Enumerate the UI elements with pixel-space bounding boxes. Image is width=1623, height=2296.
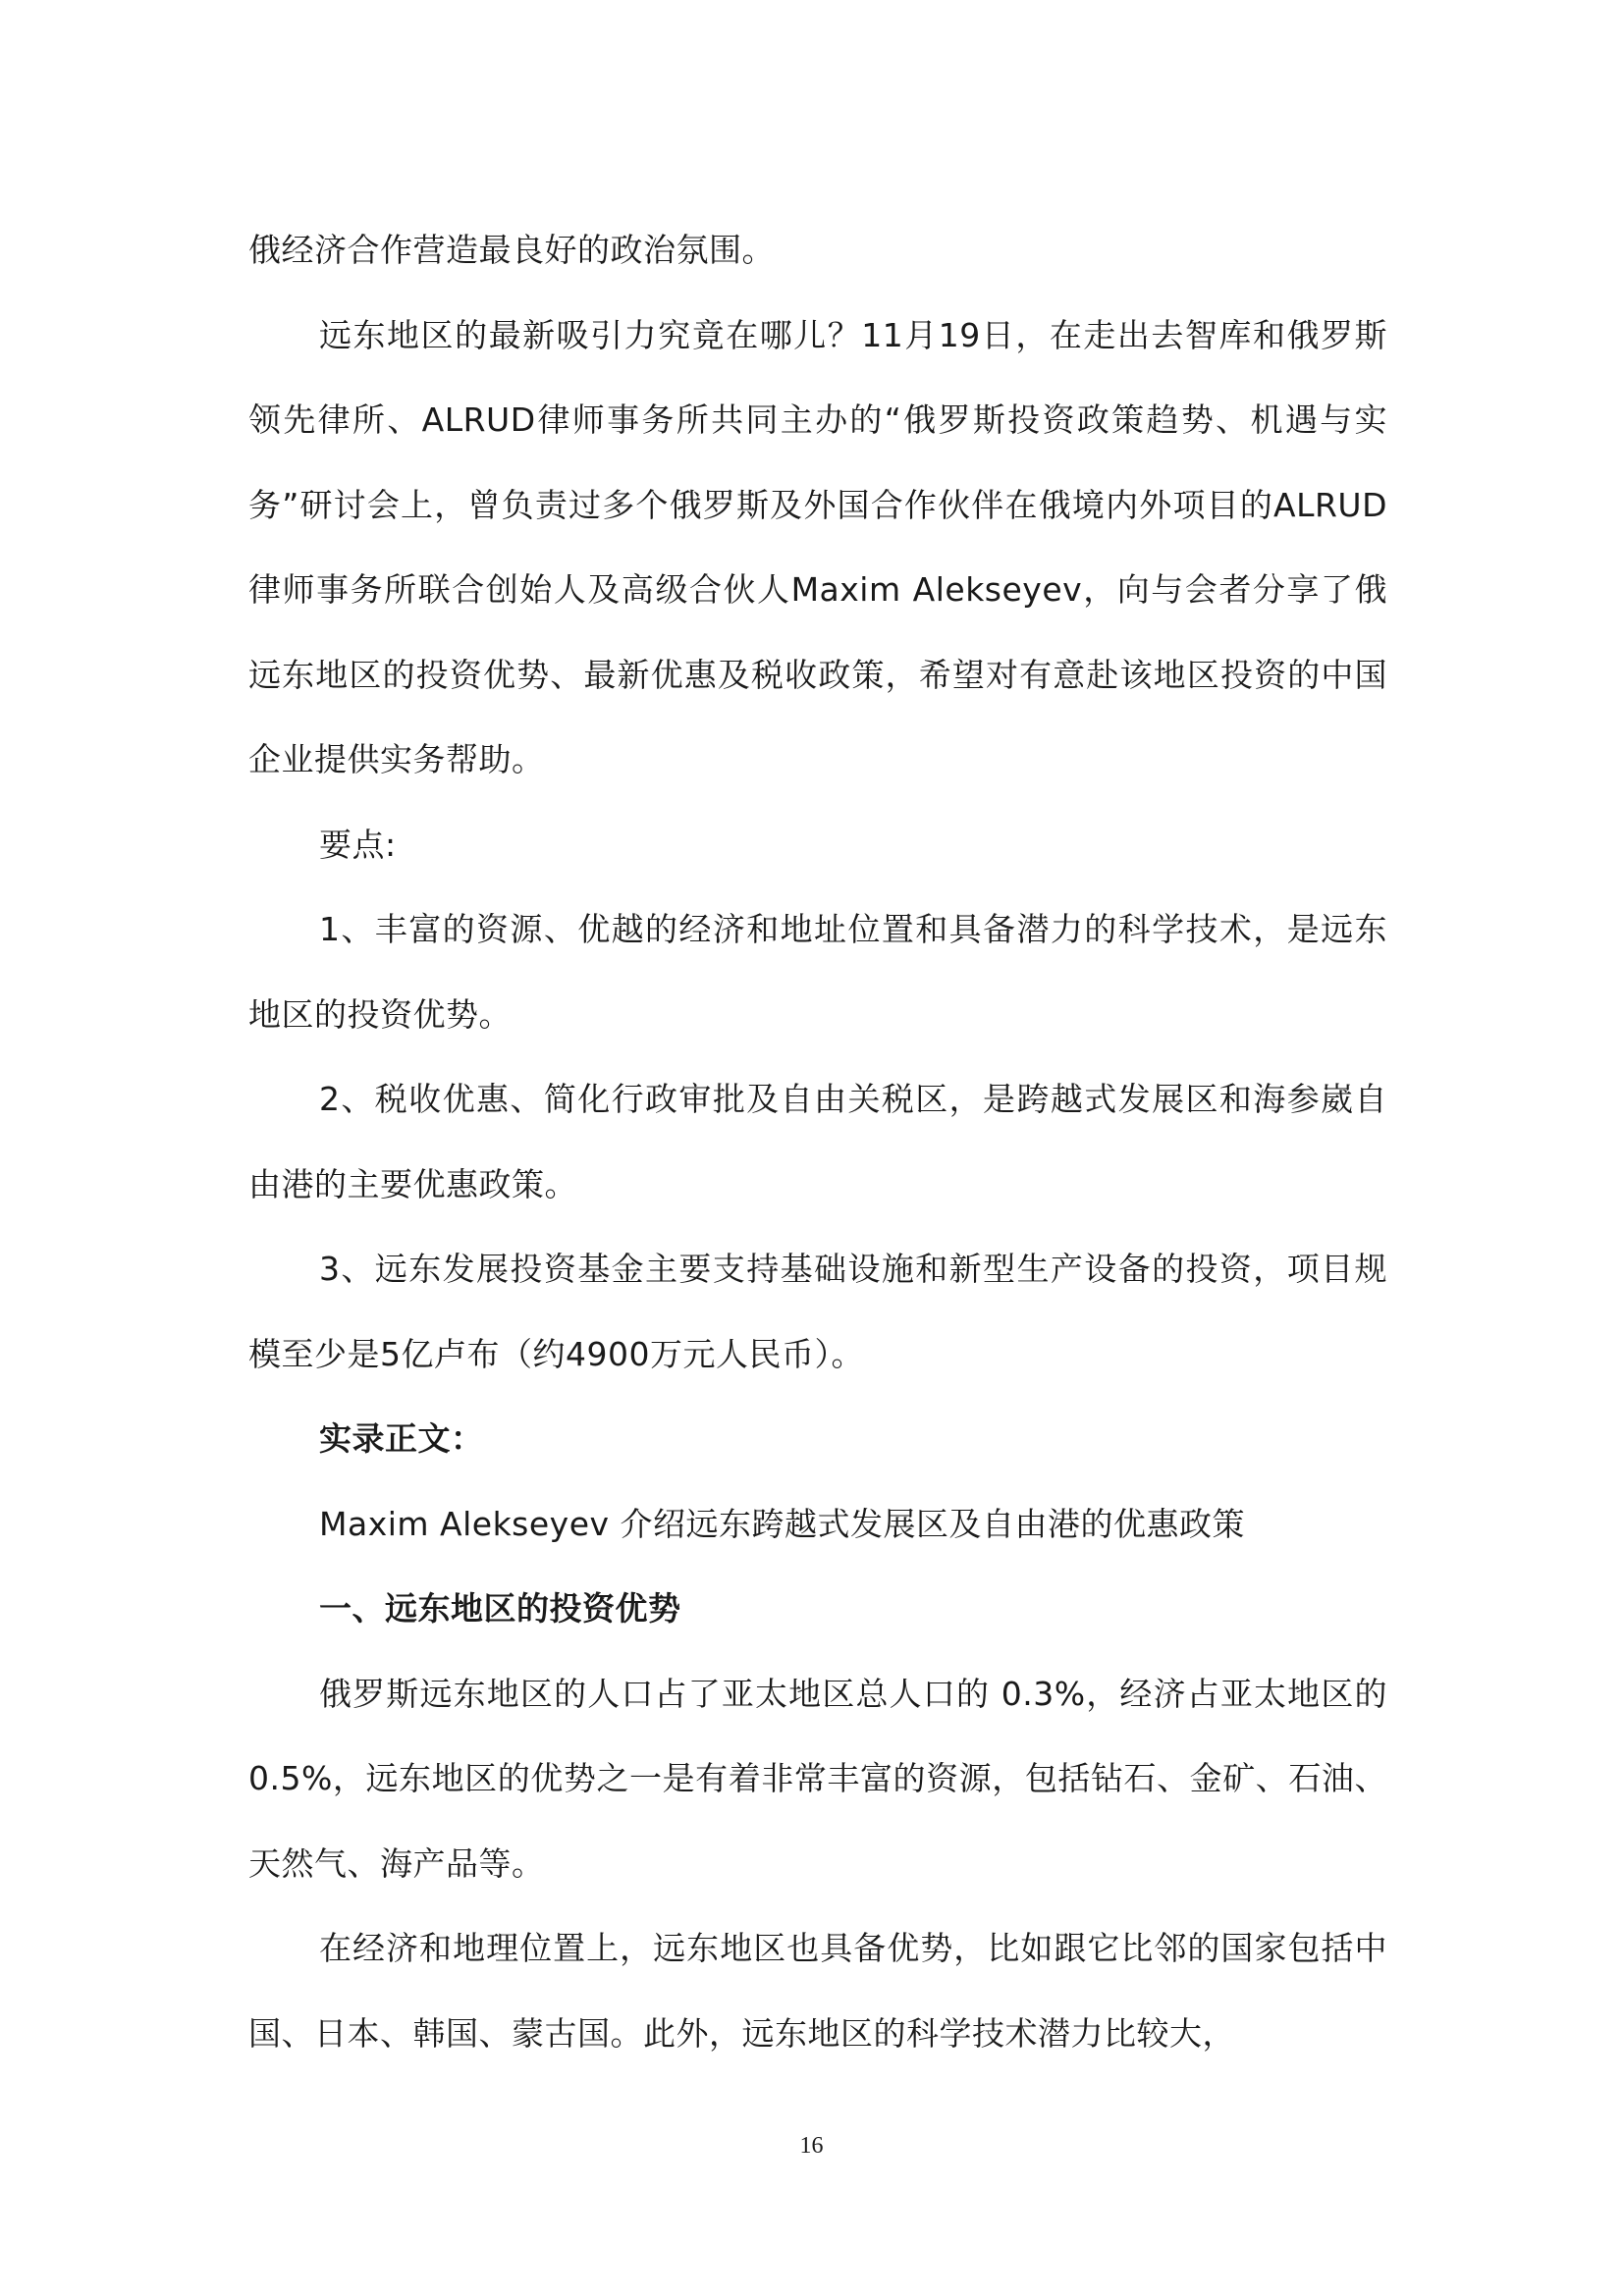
transcript-heading: 实录正文： — [319, 1419, 484, 1458]
section-heading-1: 一、远东地区的投资优势 — [319, 1589, 681, 1628]
speaker-intro-line: Maxim Alekseyev 介绍远东跨越式发展区及自由港的优惠政策 — [319, 1504, 1246, 1543]
document-body — [248, 208, 1387, 2076]
paragraph-population-economy: 俄罗斯远东地区的人口占了亚太地区总人口的 0.3%，经济占亚太地区的 0.5%，远东地区的优势之一是有着非常丰富的资源，包括钻石、金矿、石油、天然气、海产品等。 — [248, 1674, 1387, 1883]
page-number: 16 — [799, 2133, 824, 2159]
key-point-1: 1、丰富的资源、优越的经济和地址位置和具备潜力的科学技术，是远东地区的投资优势。 — [248, 910, 1387, 1034]
paragraph-intro: 远东地区的最新吸引力究竟在哪儿？11月19日，在走出去智库和俄罗斯领先律所、ALRUD律师事务所共同主办的“俄罗斯投资政策趋势、机遇与实务”研讨会上，曾负责过多个俄罗斯及外国合作伙伴在俄境内外项目的ALRUD律师事务所联合创始人及高级合伙人Maxim Alekseyev，向与会者分享了俄远东地区的投资优势、最新优惠及税收政策，希望对有意赴该地区投资的中国企业提供实务帮助。 — [248, 315, 1387, 778]
key-points-label: 要点: — [319, 825, 397, 864]
paragraph-continuation: 俄经济合作营造最良好的政治氛围。 — [248, 231, 775, 269]
key-point-2: 2、税收优惠、简化行政审批及自由关税区，是跨越式发展区和海参崴自由港的主要优惠政策。 — [248, 1080, 1387, 1203]
paragraph-geography: 在经济和地理位置上，远东地区也具备优势，比如跟它比邻的国家包括中国、日本、韩国、蒙古国。此外，远东地区的科学技术潜力比较大， — [248, 1929, 1387, 2053]
key-point-3: 3、远东发展投资基金主要支持基础设施和新型生产设备的投资，项目规模至少是5亿卢布（约4900万元人民币）。 — [248, 1250, 1387, 1373]
